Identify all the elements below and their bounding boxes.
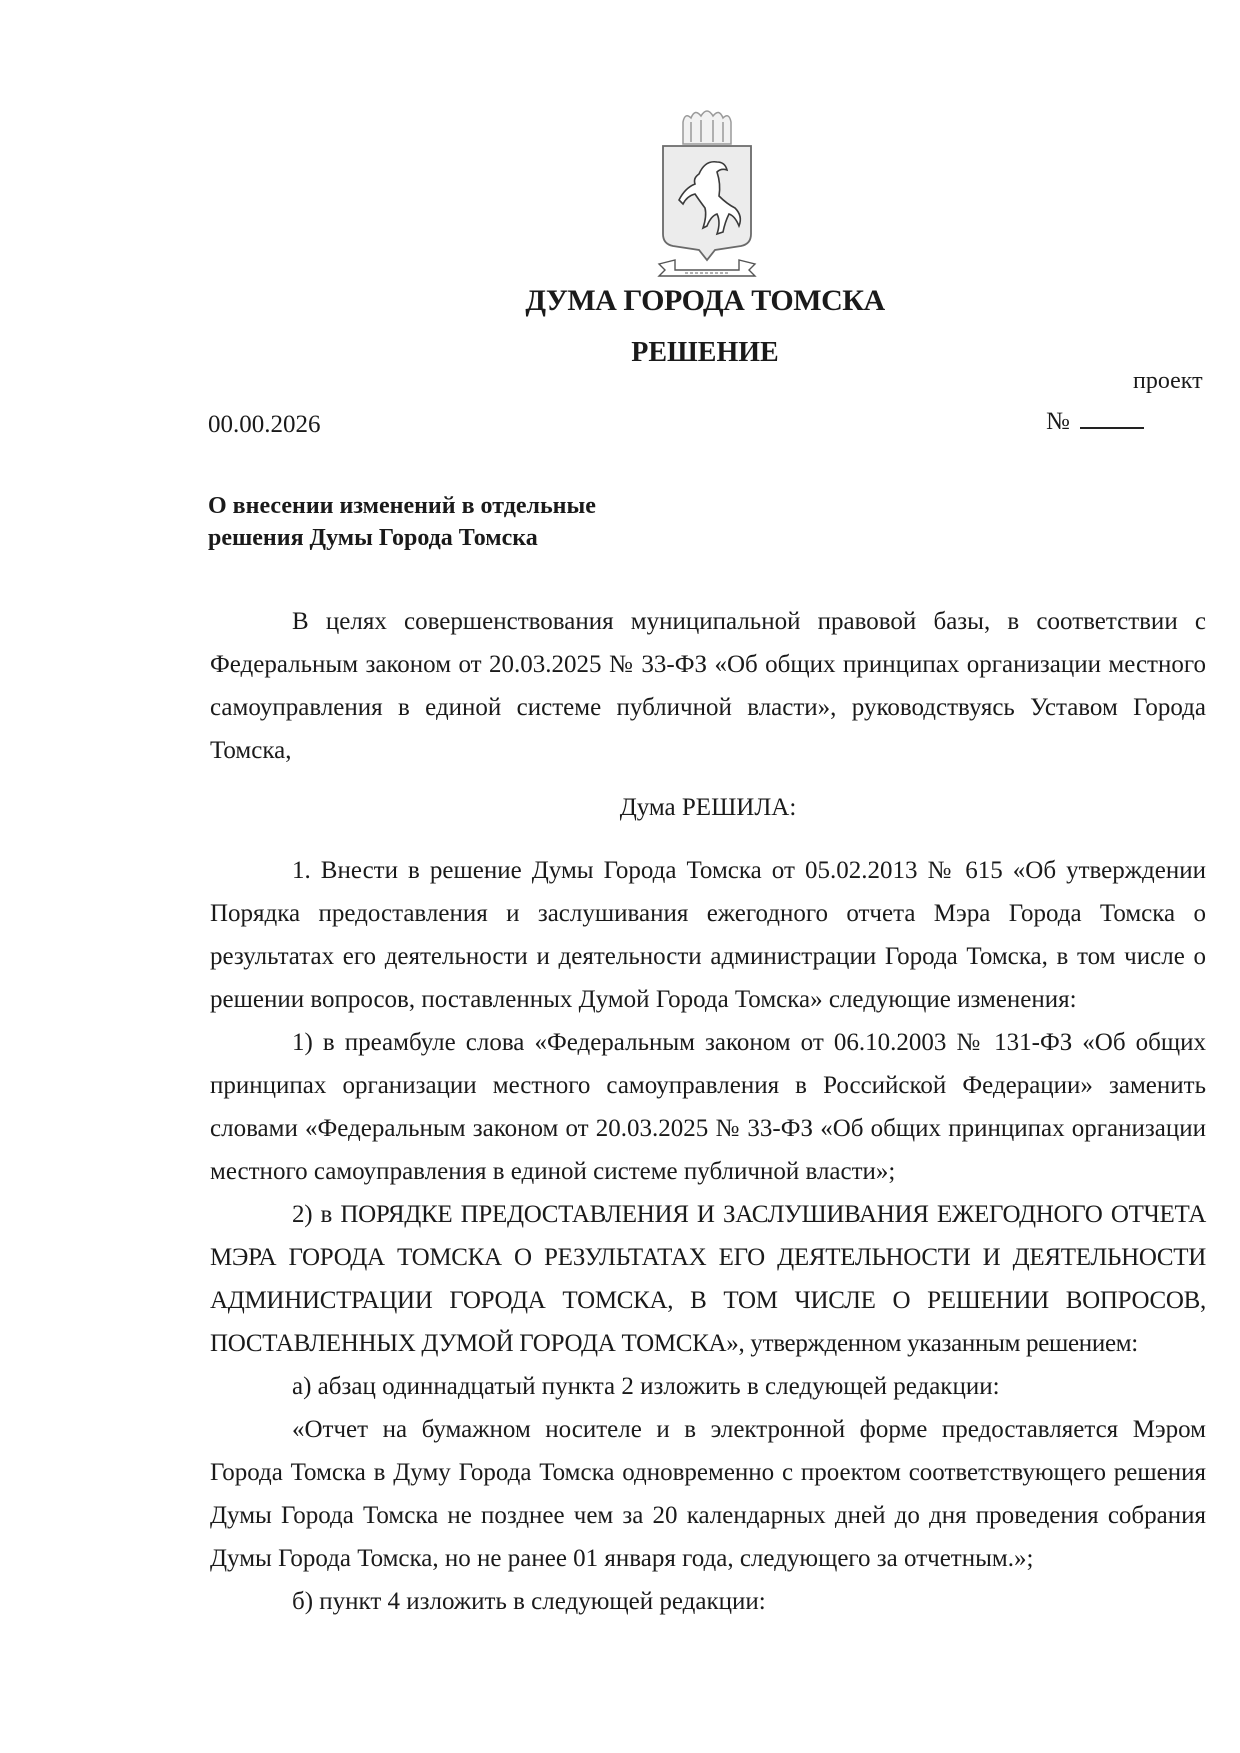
item-1-paragraph: 1. Внести в решение Думы Города Томска от 05.02.2013 № 615 «Об утверждении Порядка предоставления и заслушивания ежегодного отчета Мэра Города Томска о результатах его деятельности и деятельности администрации Города Томска, в том числе о решении вопросов, поставленных Думой Города Томска» следующие изменения: — [210, 857, 1206, 1013]
subitem-2a-text-paragraph: «Отчет на бумажном носителе и в электронной форме предоставляется Мэром Города Томска в Думу Города Томска одновременно с проектом соответствующего решения Думы Города Томска не позднее чем за 20 календарных дней до дня проведения собрания Думы Города Томска, но не ранее 01 января года, следующего за отчетным.»; — [210, 1416, 1206, 1572]
number-blank-field — [1080, 409, 1144, 429]
document-heading — [208, 490, 596, 554]
document-type: РЕШЕНИЕ — [631, 337, 779, 368]
resolved-heading: Дума РЕШИЛА: — [619, 794, 797, 821]
organization-name: ДУМА ГОРОДА ТОМСКА — [525, 284, 885, 317]
draft-mark: проект — [1133, 368, 1203, 394]
document-body — [210, 600, 1206, 1623]
subitem-1-paragraph: 1) в преамбуле слова «Федеральным законом от 06.10.2003 № 131-ФЗ «Об общих принципах организации местного самоуправления в Российской Федерации» заменить словами «Федеральным законом от 20.03.2025 № 33-ФЗ «Об общих принципах организации местного самоуправления в единой системе публичной власти»; — [210, 1029, 1206, 1185]
subitem-2a-paragraph: а) абзац одиннадцатый пункта 2 изложить в следующей редакции: — [292, 1373, 1000, 1400]
document-number — [1046, 408, 1144, 436]
preamble-paragraph: В целях совершенствования муниципальной правовой базы, в соответствии с Федеральным законом от 20.03.2025 № 33-ФЗ «Об общих принципах организации местного самоуправления в единой системе публичной власти», руководствуясь Уставом Города Томска, — [210, 608, 1206, 764]
heading-line-2: решения Думы Города Томска — [208, 525, 538, 551]
heading-line-1: О внесении изменений в отдельные — [208, 493, 596, 519]
subitem-2-paragraph: 2) в ПОРЯДКЕ ПРЕДОСТАВЛЕНИЯ И ЗАСЛУШИВАНИЯ ЕЖЕГОДНОГО ОТЧЕТА МЭРА ГОРОДА ТОМСКА О РЕЗУЛЬТАТАХ ЕГО ДЕЯТЕЛЬНОСТИ И ДЕЯТЕЛЬНОСТИ АДМИНИСТРАЦИИ ГОРОДА ТОМСКА, В ТОМ ЧИСЛЕ О РЕШЕНИИ ВОПРОСОВ, ПОСТАВЛЕННЫХ ДУМОЙ ГОРОДА ТОМСКА», утвержденном указанным решением: — [210, 1201, 1206, 1357]
document-date: 00.00.2026 — [208, 411, 321, 438]
subitem-2b-paragraph: б) пункт 4 изложить в следующей редакции: — [292, 1588, 766, 1615]
coat-of-arms-icon — [655, 104, 759, 280]
number-label: № — [1046, 408, 1070, 435]
